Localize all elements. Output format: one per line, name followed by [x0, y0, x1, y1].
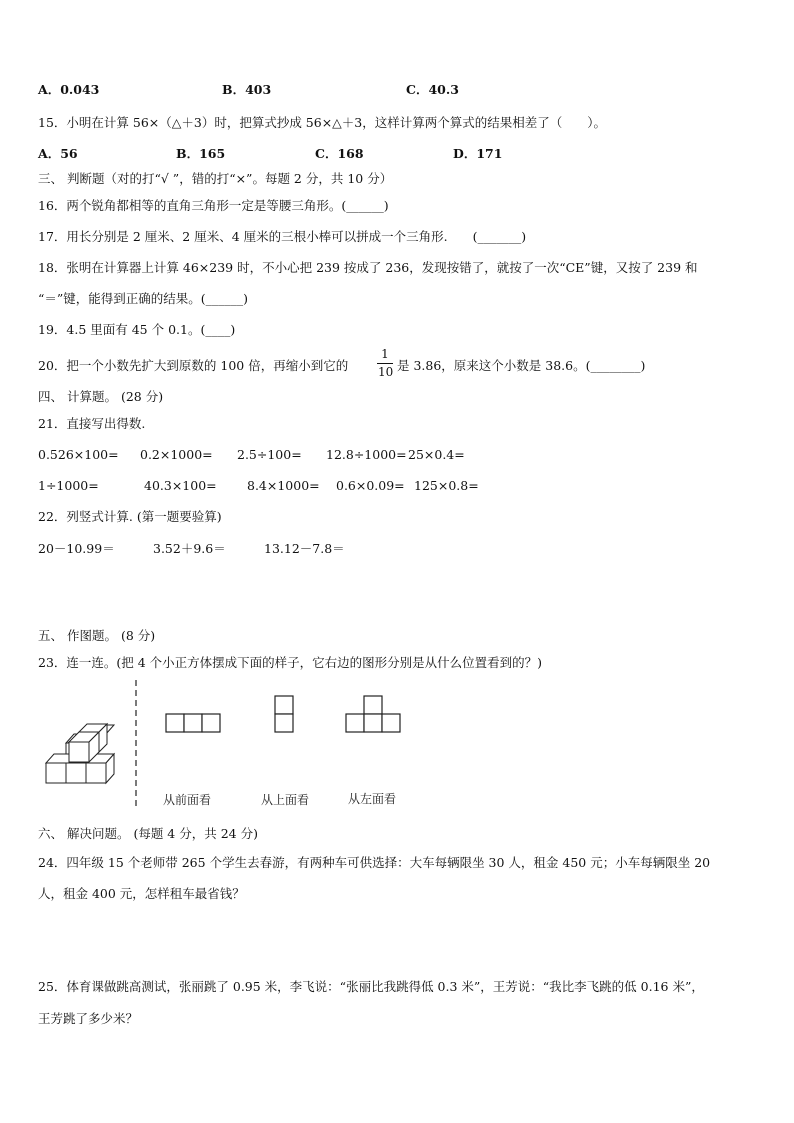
q14-option-a: A．0.043 — [38, 82, 100, 97]
q21-item: 40.3×100= — [144, 478, 217, 493]
q20-text-part-2: 是 3.86，原来这个小数是 38.6。(________) — [397, 358, 646, 373]
q21-item: 25×0.4= — [408, 447, 465, 462]
section-4-title: 四、 计算题。 (28 分) — [38, 389, 164, 404]
q19-text: 19．4.5 里面有 45 个 0.1。(____) — [38, 322, 236, 337]
q20-fraction-denominator: 10 — [378, 365, 394, 379]
q21-item: 12.8÷1000= — [326, 447, 407, 462]
q23-stem: 23．连一连。(把 4 个小正方体摆成下面的样子，它右边的图形分别是从什么位置看到的？) — [38, 655, 543, 670]
caption-left-view: 从左面看 — [348, 792, 397, 806]
caption-front-view: 从前面看 — [163, 793, 212, 807]
q21-item: 125×0.8= — [414, 478, 479, 493]
q21-item: 1÷1000= — [38, 478, 99, 493]
q15-stem: 15．小明在计算 56×（△＋3）时，把算式抄成 56×△＋3，这样计算两个算式的结果相差了（ ）。 — [38, 115, 606, 130]
q24-line-1: 24．四年级 15 个老师带 265 个学生去春游，有两种车可供选择：大车每辆限坐 30 人，租金 450 元；小车每辆限坐 20 — [38, 855, 711, 870]
q22-item: 20－10.99＝ — [38, 541, 115, 556]
q21-item: 2.5÷100= — [237, 447, 302, 462]
q22-item: 13.12－7.8＝ — [264, 541, 345, 556]
section-5-title: 五、 作图题。 (8 分) — [38, 628, 156, 643]
q21-item: 8.4×1000= — [247, 478, 320, 493]
q20-text-part-1: 20．把一个小数先扩大到原数的 100 倍，再缩小到它的 — [38, 358, 349, 373]
top-view-figure — [275, 696, 293, 732]
q18-line-1: 18．张明在计算器上计算 46×239 时，不小心把 239 按成了 236，发现按错了，就按了一次“CE”键，又按了 239 和 — [38, 260, 698, 275]
left-view-figure — [346, 696, 400, 732]
q15-option-c: C．168 — [315, 146, 364, 161]
q15-option-a: A．56 — [38, 146, 78, 161]
q20-fraction-numerator: 1 — [381, 347, 389, 361]
q17-text: 17．用长分别是 2 厘米、2 厘米、4 厘米的三根小棒可以拼成一个三角形. (_______) — [38, 229, 527, 244]
q21-item: 0.526×100= — [38, 447, 119, 462]
q22-item: 3.52＋9.6＝ — [153, 541, 226, 556]
q21-stem: 21．直接写出得数. — [38, 416, 146, 431]
q15-option-d: D．171 — [453, 146, 503, 161]
q24-line-2: 人，租金 400 元，怎样租车最省钱？ — [38, 886, 245, 901]
q22-stem: 22．列竖式计算. (第一题要验算) — [38, 509, 222, 524]
q25-line-1: 25．体育课做跳高测试，张丽跳了 0.95 米，李飞说：“张丽比我跳得低 0.3 米”，王芳说：“我比李飞跳的低 0.16 米”， — [38, 979, 704, 994]
section-3-title: 三、 判断题（对的打“√ ”，错的打“×”。每题 2 分，共 10 分） — [38, 171, 393, 186]
q25-line-2: 王芳跳了多少米？ — [38, 1011, 139, 1026]
q15-option-b: B．165 — [176, 146, 226, 161]
section-6-title: 六、 解决问题。 (每题 4 分，共 24 分) — [38, 826, 258, 841]
q21-item: 0.6×0.09= — [336, 478, 405, 493]
front-view-figure — [166, 714, 220, 732]
q20-fraction-bar — [377, 363, 393, 364]
q14-option-c: C．40.3 — [406, 82, 459, 97]
q18-line-2: “＝”键，能得到正确的结果。(______) — [38, 291, 249, 306]
q21-item: 0.2×1000= — [140, 447, 213, 462]
q14-option-b: B．403 — [222, 82, 272, 97]
caption-top-view: 从上面看 — [261, 793, 310, 807]
q16-text: 16．两个锐角都相等的直角三角形一定是等腰三角形。(______) — [38, 198, 389, 213]
